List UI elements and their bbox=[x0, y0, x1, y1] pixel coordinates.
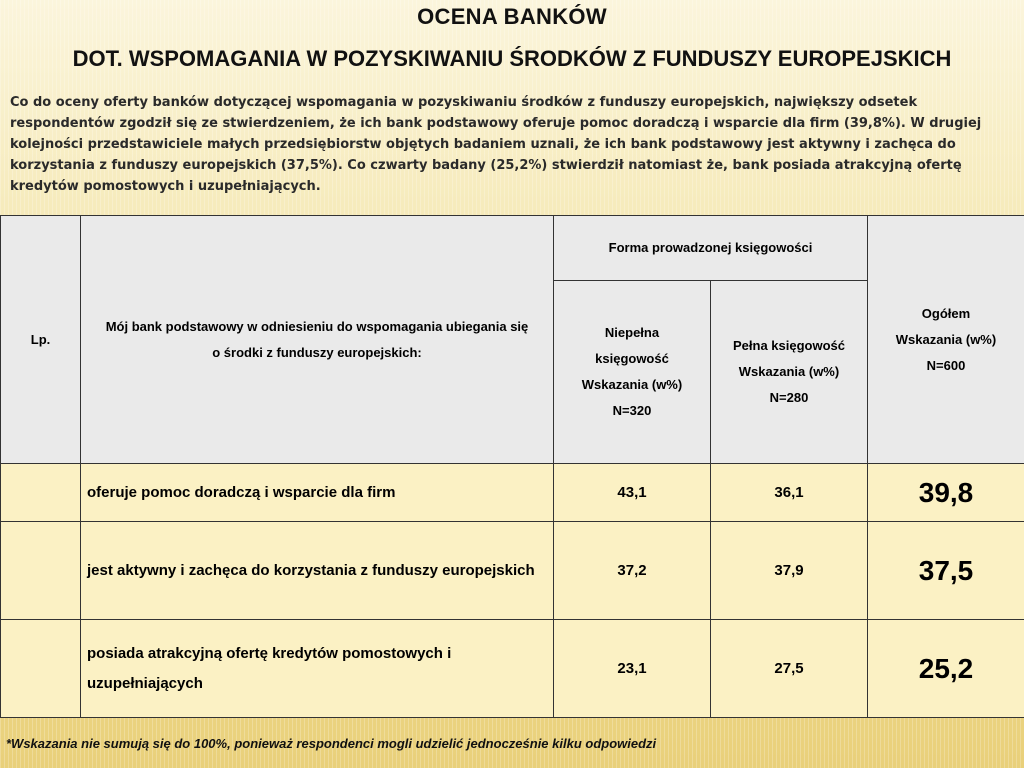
row-pelna-value: 37,9 bbox=[711, 522, 868, 620]
row-label: posiada atrakcyjną ofertę kredytów pomostowych i uzupełniających bbox=[81, 620, 554, 718]
results-table bbox=[0, 215, 1024, 718]
table-row bbox=[1, 464, 1024, 522]
table-header-row bbox=[1, 216, 1024, 281]
header-pelna-line2: Wskazania (w%) bbox=[738, 364, 840, 379]
row-niepelna-value: 37,2 bbox=[554, 522, 711, 620]
row-lp bbox=[1, 464, 81, 522]
header-niepelna-line1: Niepełna bbox=[604, 325, 660, 340]
row-niepelna-value: 43,1 bbox=[554, 464, 711, 522]
row-lp bbox=[1, 620, 81, 718]
row-lp bbox=[1, 522, 81, 620]
table-row bbox=[1, 620, 1024, 718]
page-subtitle: DOT. WSPOMAGANIA W POZYSKIWANIU ŚRODKÓW Z FUNDUSZY EUROPEJSKICH bbox=[72, 46, 952, 71]
header-niepelna-line2: księgowość bbox=[595, 351, 669, 366]
header-total-line1: Ogółem bbox=[921, 305, 971, 321]
header-niepelna-line4: N=320 bbox=[612, 403, 652, 418]
header-question: Mój bank podstawowy w odniesieniu do wspomagania ubiegania się o środki z funduszy europejskich: bbox=[81, 216, 554, 464]
row-label: oferuje pomoc doradczą i wsparcie dla firm bbox=[81, 464, 554, 522]
table-row bbox=[1, 522, 1024, 620]
row-pelna-value: 36,1 bbox=[711, 464, 868, 522]
footnote: *Wskazania nie sumują się do 100%, ponieważ respondenci mogli udzielić jednocześnie kilku odpowiedzi bbox=[6, 736, 657, 751]
row-label: jest aktywny i zachęca do korzystania z funduszy europejskich bbox=[81, 522, 554, 620]
header-pelna-line1: Pełna księgowość bbox=[733, 338, 845, 353]
row-pelna-value: 27,5 bbox=[711, 620, 868, 718]
intro-paragraph: Co do oceny oferty banków dotyczącej wspomagania w pozyskiwaniu środków z funduszy europejskich, największy odsetek respondentów zgodził się ze stwierdzeniem, że ich bank podstawowy oferuje pomoc doradczą i wsparcie dla firm (39,8%). W drugiej kolejności przedstawiciele małych przedsiębiorstw objętych badaniem uznali, że ich bank podstawowy jest aktywny i zachęca do korzystania z funduszy europejskich (37,5%). Co czwarty badany (25,2%) stwierdził natomiast że, bank posiada atrakcyjną ofertę kredytów pomostowych i uzupełniających. bbox=[10, 95, 982, 194]
header-pelna-line3: N=280 bbox=[769, 390, 809, 405]
row-niepelna-value: 23,1 bbox=[554, 620, 711, 718]
header-pelna bbox=[711, 281, 868, 464]
header-total-line2: Wskazania (w%) bbox=[895, 331, 997, 347]
header-total bbox=[868, 216, 1024, 464]
header-lp: Lp. bbox=[1, 216, 81, 464]
row-total-value: 39,8 bbox=[868, 464, 1024, 522]
header-niepelna bbox=[554, 281, 711, 464]
header-niepelna-line3: Wskazania (w%) bbox=[581, 377, 683, 392]
header-group: Forma prowadzonej księgowości bbox=[554, 216, 868, 281]
page-title: OCENA BANKÓW bbox=[417, 4, 607, 29]
row-total-value: 37,5 bbox=[868, 522, 1024, 620]
row-total-value: 25,2 bbox=[868, 620, 1024, 718]
header-total-line3: N=600 bbox=[926, 357, 966, 373]
